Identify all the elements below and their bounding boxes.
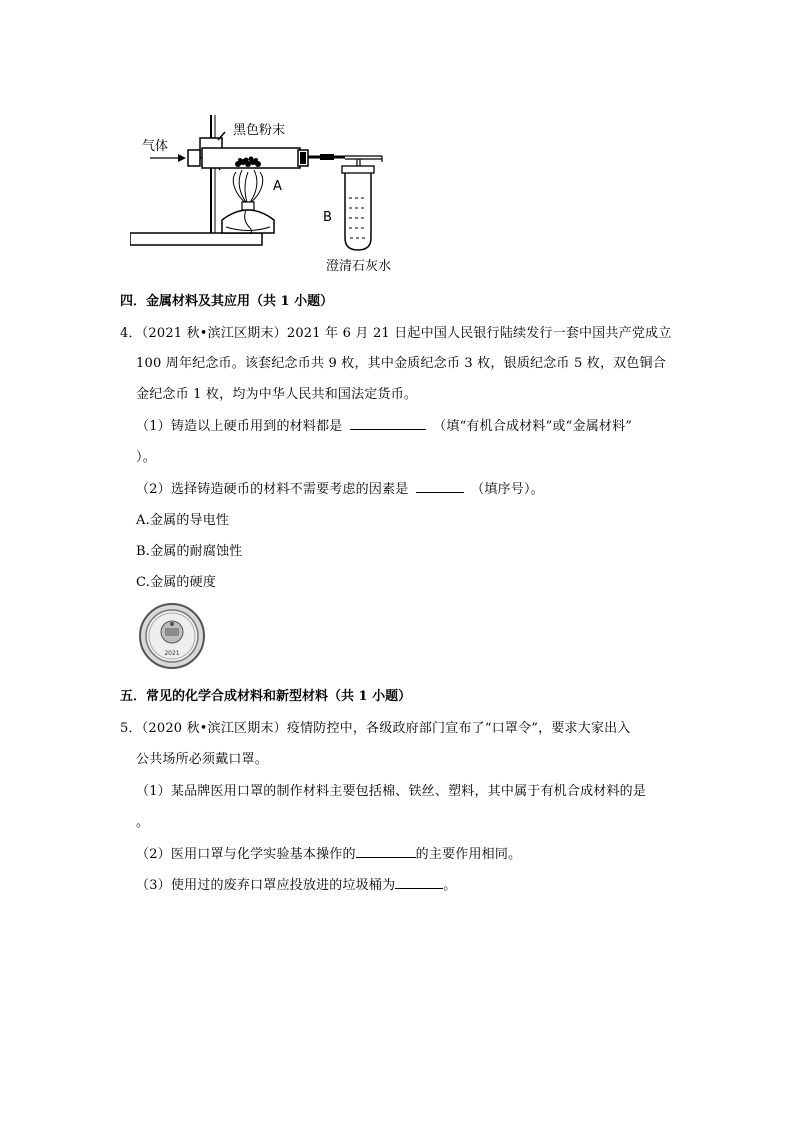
q4-sub2-answer-blank[interactable] — [416, 480, 464, 493]
q4-sub2-hint: （填序号）。 — [471, 482, 544, 497]
q4-sub1 — [136, 415, 632, 434]
option-b: B.金属的耐腐蚀性 — [136, 544, 243, 559]
q4-sub2-text: （2）选择铸造硬币的材料不需要考虑的因素是 — [136, 482, 409, 497]
q5-sub3 — [136, 874, 456, 893]
apparatus-drawing — [130, 110, 400, 280]
powder-label: 黑色粉末 — [233, 123, 286, 138]
q5-sub3-text: （3）使用过的废弃口罩应投放进的垃圾桶为 — [136, 878, 396, 893]
label-b: B — [323, 210, 332, 225]
coin-year: 2021 — [164, 650, 180, 657]
q4-sub1-end: ）。 — [136, 450, 156, 465]
q5-sub2 — [136, 843, 521, 862]
q4-sub1-hint: （填“有机合成材料”或“金属材料” — [433, 419, 633, 434]
q5-sub3-answer-blank[interactable] — [395, 876, 443, 889]
test-tube-b — [342, 166, 374, 250]
alcohol-lamp — [222, 202, 274, 233]
q5-sub3-tail: 。 — [443, 878, 457, 893]
limewater-label: 澄清石灰水 — [326, 259, 392, 274]
q5-sub1-end: 。 — [136, 815, 150, 830]
q5-line1: 5．（2020 秋•滨江区期末）疫情防控中，各级政府部门宣布了“口罩令”，要求大家出入 — [120, 721, 631, 736]
q5-sub1: （1）某品牌医用口罩的制作材料主要包括棉、铁丝、塑料，其中属于有机合成材料的是 — [136, 784, 647, 799]
q4-line1: 4．（2021 秋•滨江区期末）2021 年 6 月 21 日起中国人民银行陆续发行一套中国共产党成立 — [120, 326, 672, 341]
q5-sub2-text: （2）医用口罩与化学实验基本操作的 — [136, 847, 356, 862]
label-a: A — [273, 179, 282, 194]
q5-line2: 公共场所必须戴口罩。 — [136, 752, 269, 767]
q4-sub1-text: （1）铸造以上硬币用到的材料都是 — [136, 419, 343, 434]
alcohol-lamp-flame — [233, 170, 262, 205]
gas-label: 气体 — [142, 139, 169, 154]
section5-title: 五．常见的化学合成材料和新型材料（共 1 小题） — [120, 689, 412, 704]
q4-line2: 100 周年纪念币。该套纪念币共 9 枚，其中金质纪念币 3 枚，银质纪念币 5 枚，双色铜合 — [136, 356, 666, 371]
commemorative-coin-image — [138, 602, 206, 670]
q5-sub2-tail: 的主要作用相同。 — [415, 847, 522, 862]
option-c: C.金属的硬度 — [136, 575, 217, 590]
stand-base — [130, 233, 262, 245]
option-a: A.金属的导电性 — [136, 513, 230, 528]
q4-sub1-answer-blank[interactable] — [350, 417, 426, 430]
section4-title: 四．金属材料及其应用（共 1 小题） — [120, 294, 334, 309]
experiment-apparatus-figure — [130, 110, 400, 280]
q4-sub2 — [136, 478, 544, 497]
q5-sub2-answer-blank[interactable] — [356, 845, 416, 858]
q4-line3: 金纪念币 1 枚，均为中华人民共和国法定货币。 — [136, 387, 418, 402]
